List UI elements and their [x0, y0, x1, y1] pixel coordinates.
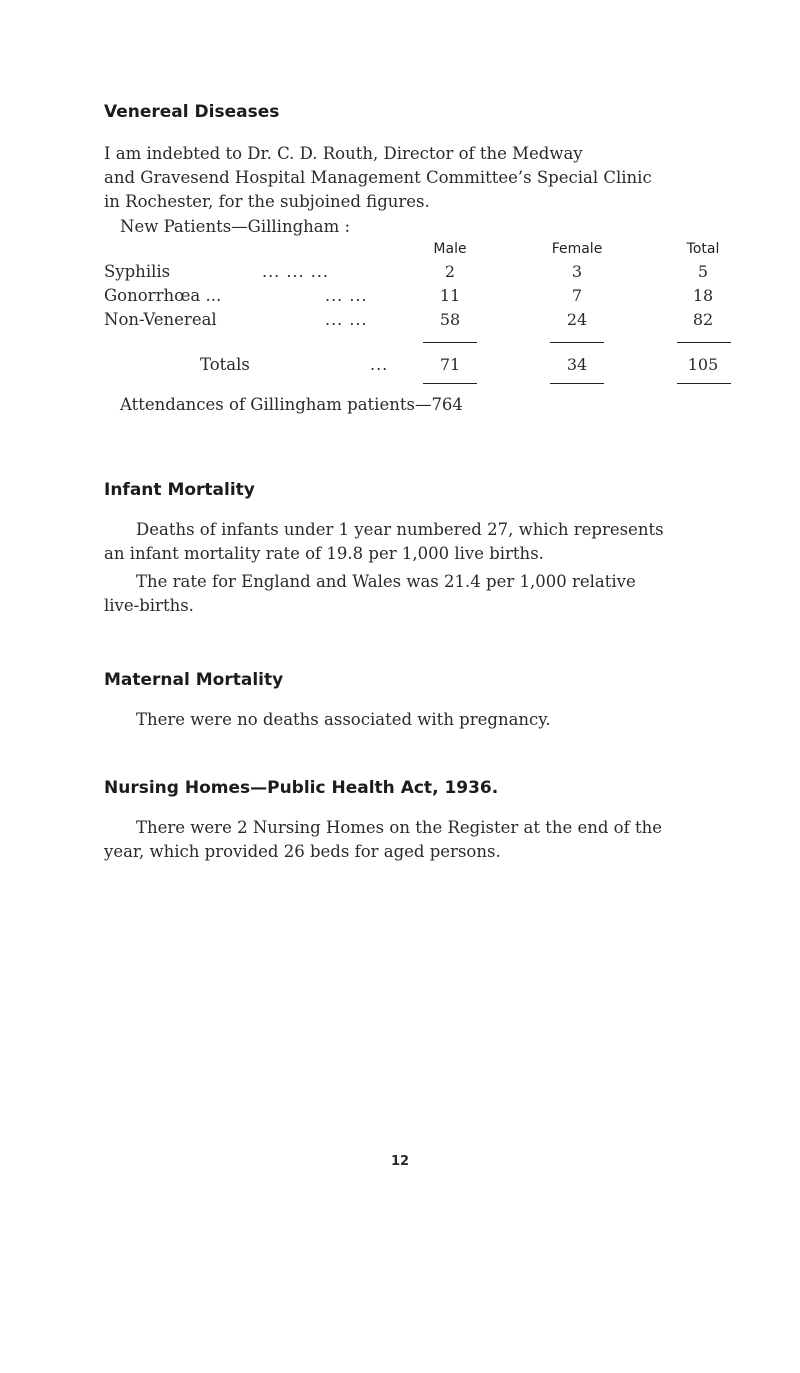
venereal-intro-line-2: and Gravesend Hospital Management Committee’s Special Clinic	[104, 168, 652, 187]
total-female: 34	[566, 355, 588, 374]
column-header-male: Male	[433, 241, 467, 257]
nursing-para-line-1: There were 2 Nursing Homes on the Register at the end of the	[136, 818, 662, 837]
cell-female: 3	[571, 262, 583, 281]
column-header-total: Total	[686, 241, 720, 257]
subtotal-rule-female	[550, 342, 604, 343]
row-label: Non-Venereal	[104, 310, 217, 329]
cell-male: 11	[439, 286, 461, 305]
row-leader-dots: ... ... ...	[262, 262, 329, 281]
total-rule-female	[550, 383, 604, 384]
total-male: 71	[439, 355, 461, 374]
cell-female: 24	[566, 310, 588, 329]
cell-male: 58	[439, 310, 461, 329]
row-leader-dots: ... ...	[325, 310, 368, 329]
column-header-female: Female	[551, 241, 603, 257]
infant-para-2-line-2: live-births.	[104, 596, 194, 615]
total-rule-male	[423, 383, 477, 384]
total-rule-total	[677, 383, 731, 384]
cell-total: 5	[697, 262, 709, 281]
cell-male: 2	[444, 262, 456, 281]
infant-para-2-line-1: The rate for England and Wales was 21.4 per 1,000 relative	[136, 572, 636, 591]
infant-para-1-line-2: an infant mortality rate of 19.8 per 1,000 live births.	[104, 544, 544, 563]
page-number: 12	[390, 1154, 410, 1169]
subtotal-rule-total	[677, 342, 731, 343]
row-label: Gonorrhœa ...	[104, 286, 222, 305]
totals-leader-dots: ...	[370, 355, 389, 374]
totals-label: Totals	[200, 355, 250, 374]
venereal-diseases-heading: Venereal Diseases	[104, 102, 280, 122]
maternal-para: There were no deaths associated with pregnancy.	[136, 710, 551, 729]
attendances-line: Attendances of Gillingham patients—764	[120, 395, 463, 414]
venereal-intro-line-1: I am indebted to Dr. C. D. Routh, Director of the Medway	[104, 144, 583, 163]
total-total: 105	[687, 355, 719, 374]
new-patients-subheading: New Patients—Gillingham :	[120, 217, 351, 236]
infant-para-1-line-1: Deaths of infants under 1 year numbered 27, which represents	[136, 520, 664, 539]
subtotal-rule-male	[423, 342, 477, 343]
nursing-para-line-2: year, which provided 26 beds for aged persons.	[104, 842, 501, 861]
cell-female: 7	[571, 286, 583, 305]
venereal-intro-line-3: in Rochester, for the subjoined figures.	[104, 192, 430, 211]
nursing-homes-heading: Nursing Homes—Public Health Act, 1936.	[104, 778, 499, 798]
row-leader-dots: ... ...	[325, 286, 368, 305]
row-label: Syphilis	[104, 262, 171, 281]
cell-total: 82	[692, 310, 714, 329]
infant-mortality-heading: Infant Mortality	[104, 480, 255, 500]
cell-total: 18	[692, 286, 714, 305]
maternal-mortality-heading: Maternal Mortality	[104, 670, 284, 690]
